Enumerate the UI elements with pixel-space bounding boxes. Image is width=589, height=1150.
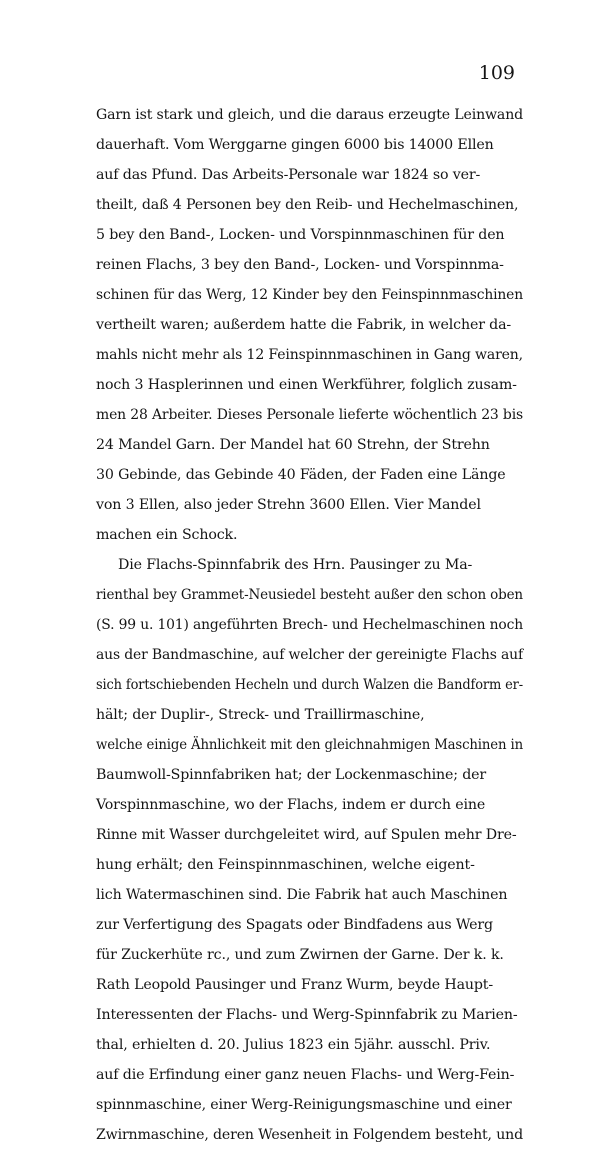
text-line: 24 Mandel Garn. Der Mandel hat 60 Strehn, der Strehn bbox=[96, 437, 490, 453]
text-line: Zwirnmaschine, deren Wesenheit in Folgendem besteht, und bbox=[96, 1127, 524, 1143]
text-line: dauerhaft. Vom Werggarne gingen 6000 bis 14000 Ellen bbox=[96, 137, 494, 153]
text-line: schinen für das Werg, 12 Kinder bey den Feinspinnmaschinen bbox=[96, 287, 524, 303]
text-line: von 3 Ellen, also jeder Strehn 3600 Ellen. Vier Mandel bbox=[96, 497, 481, 513]
text-line: lich Watermaschinen sind. Die Fabrik hat auch Maschinen bbox=[96, 887, 508, 903]
text-line: aus der Bandmaschine, auf welcher der gereinigte Flachs auf bbox=[96, 647, 524, 663]
text-line: sich fortschiebenden Hecheln und durch Walzen die Bandform er- bbox=[96, 677, 524, 693]
text-line: für Zuckerhüte rc., und zum Zwirnen der Garne. Der k. k. bbox=[96, 947, 504, 963]
text-line: mahls nicht mehr als 12 Feinspinnmaschinen in Gang waren, bbox=[96, 347, 523, 363]
text-line: hält; der Duplir-, Streck- und Traillirmaschine, bbox=[96, 707, 425, 723]
text-line: hung erhält; den Feinspinnmaschinen, welche eigent- bbox=[96, 857, 475, 873]
text-line: auf die Erfindung einer ganz neuen Flachs- und Werg-Fein- bbox=[96, 1067, 515, 1083]
page-number: 109 bbox=[478, 62, 515, 84]
text-line: Baumwoll-Spinnfabriken hat; der Lockenmaschine; der bbox=[96, 767, 487, 783]
text-line: Garn ist stark und gleich, und die daraus erzeugte Leinwand bbox=[96, 107, 524, 123]
text-line: 5 bey den Band-, Locken- und Vorspinnmaschinen für den bbox=[96, 227, 505, 243]
body-text bbox=[96, 100, 523, 1150]
text-line: theilt, daß 4 Personen bey den Reib- und Hechelmaschinen, bbox=[96, 197, 519, 213]
text-line: zur Verfertigung des Spagats oder Bindfadens aus Werg bbox=[96, 917, 493, 933]
text-line: rienthal bey Grammet-Neusiedel besteht außer den schon oben bbox=[96, 587, 523, 603]
text-line: auf das Pfund. Das Arbeits-Personale war 1824 so ver- bbox=[96, 167, 481, 183]
text-line: spinnmaschine, einer Werg-Reinigungsmaschine und einer bbox=[96, 1097, 512, 1113]
text-line: Rinne mit Wasser durchgeleitet wird, auf Spulen mehr Dre- bbox=[96, 827, 517, 843]
text-line: thal, erhielten d. 20. Julius 1823 ein 5jähr. ausschl. Priv. bbox=[96, 1037, 491, 1053]
text-line: machen ein Schock. bbox=[96, 527, 238, 543]
paragraph-start-line: Die Flachs-Spinnfabrik des Hrn. Pausinger zu Ma- bbox=[118, 557, 473, 573]
text-line: reinen Flachs, 3 bey den Band-, Locken- und Vorspinnma- bbox=[96, 257, 504, 273]
text-line: Vorspinnmaschine, wo der Flachs, indem er durch eine bbox=[96, 797, 486, 813]
text-line: (S. 99 u. 101) angeführten Brech- und Hechelmaschinen noch bbox=[96, 617, 523, 633]
text-line: men 28 Arbeiter. Dieses Personale lieferte wöchentlich 23 bis bbox=[96, 407, 524, 423]
text-line: Rath Leopold Pausinger und Franz Wurm, beyde Haupt- bbox=[96, 977, 494, 993]
text-line: vertheilt waren; außerdem hatte die Fabrik, in welcher da- bbox=[96, 317, 512, 333]
text-line: Interessenten der Flachs- und Werg-Spinnfabrik zu Marien- bbox=[96, 1007, 518, 1023]
text-line: welche einige Ähnlichkeit mit den gleichnahmigen Maschinen in bbox=[96, 737, 524, 753]
text-line: noch 3 Hasplerinnen und einen Werkführer, folglich zusam- bbox=[96, 377, 517, 393]
text-line: 30 Gebinde, das Gebinde 40 Fäden, der Faden eine Länge bbox=[96, 467, 506, 483]
